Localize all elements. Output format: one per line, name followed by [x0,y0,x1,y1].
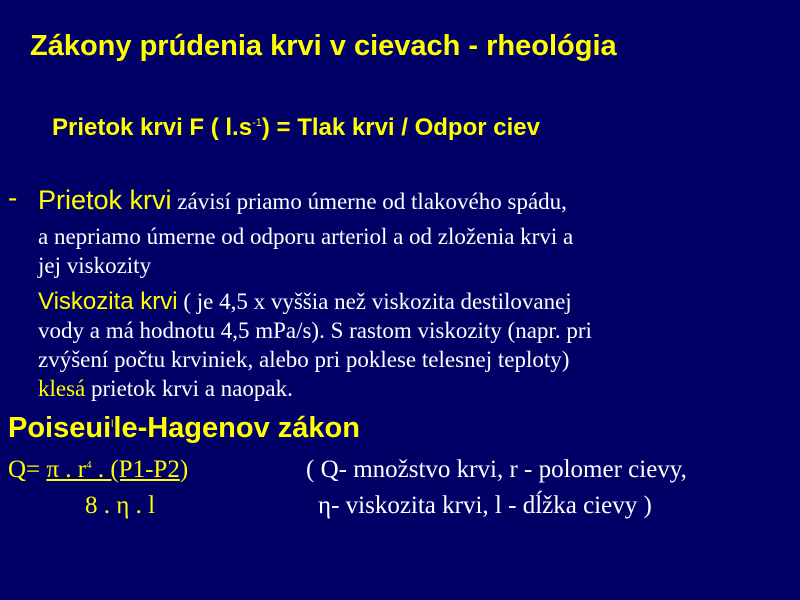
equation-numerator-line [8,456,188,484]
para2-line3: zvýšení počtu krviniek, alebo pri poklese telesnej teploty) [38,347,570,372]
slide-subtitle [52,114,540,142]
law-part2: le-Hagenov zákon [113,412,360,444]
para2-highlight: klesá [38,376,86,401]
law-part1: Poiseui [8,412,112,444]
para2-line1-text: ( je 4,5 x vyššia než viskozita destilovanej [177,289,572,314]
law-sup: l [111,419,114,430]
bullet-dash: - [8,182,18,213]
equation-denominator: 8 . η . l [85,492,156,519]
equation-num-part1: π . r [46,456,87,483]
equation-description-line1: ( Q- množstvo krvi, r - polomer cievy, [306,456,687,483]
subtitle-suffix: ) = Tlak krvi / Odpor ciev [261,114,540,141]
equation-exponent: 4 [86,459,92,471]
law-heading [8,412,360,445]
para1-line2: a nepriamo úmerne od odporu arteriol a od zloženia krvi a [38,224,574,249]
equation-numerator [46,456,179,483]
para2-line4 [38,374,293,403]
slide-title: Zákony prúdenia krvi v cievach - rheológia [30,30,617,62]
equation-num-part2: . (P1-P2 [91,456,180,483]
subtitle-prefix: Prietok krvi F ( l.s [52,114,253,141]
equation-lhs: Q= [8,456,47,483]
equation-close: ) [179,456,189,483]
para1-line1-text: závisí priamo úmerne od tlakového spádu, [171,189,567,214]
para1-line3: jej viskozity [38,253,152,278]
subtitle-exponent: -1 [252,117,262,129]
para2-line4-text: prietok krvi a naopak. [85,376,293,401]
para2-line1 [38,287,572,316]
equation-description-line2: η- viskozita krvi, l - dĺžka cievy ) [318,492,652,519]
para2-lead: Viskozita krvi [38,288,178,315]
para1-lead: Prietok krvi [38,185,172,215]
para2-line2: vody a má hodnotu 4,5 mPa/s). S rastom viskozity (napr. pri [38,318,592,343]
para1-line1 [38,186,567,216]
